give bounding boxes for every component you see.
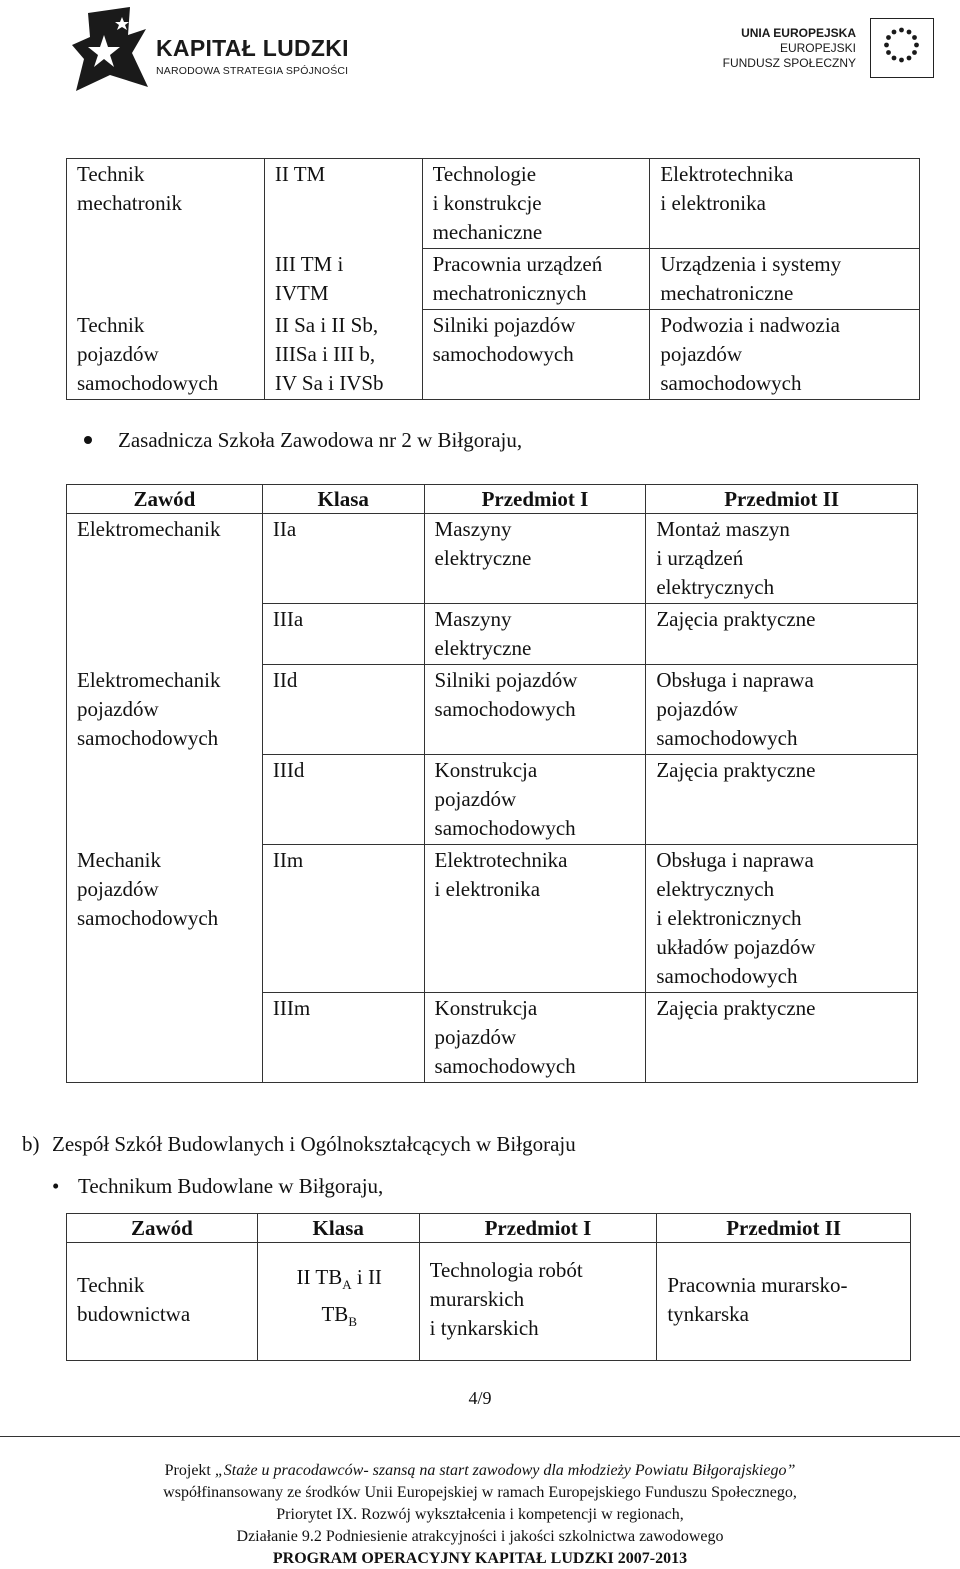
section-b-heading — [22, 1130, 576, 1158]
header-przedmiot-2: Przedmiot II — [657, 1214, 911, 1243]
cell-przedmiot-1: Technologia robót murarskich i tynkarskich — [419, 1243, 657, 1361]
cell-zawod — [67, 249, 265, 310]
school-heading-text: Technikum Budowlane w Biłgoraju, — [78, 1174, 384, 1198]
header-zawod: Zawód — [67, 485, 263, 514]
eu-logo-line1: UNIA EUROPEJSKA — [741, 26, 856, 40]
header-klasa: Klasa — [262, 485, 424, 514]
eu-logo-text — [723, 26, 856, 71]
cell-przedmiot-2: Urządzenia i systemy mechatroniczne — [650, 249, 920, 310]
school-heading-zsz — [84, 426, 522, 454]
header-klasa: Klasa — [257, 1214, 419, 1243]
cell-przedmiot-2: Elektrotechnika i elektronika — [650, 159, 920, 249]
cell-zawod — [67, 993, 263, 1083]
table-row — [67, 665, 918, 755]
technikum-subjects-table — [66, 158, 920, 400]
header-zawod: Zawód — [67, 1214, 258, 1243]
logo-subtitle: NARODOWA STRATEGIA SPÓJNOŚCI — [156, 65, 349, 77]
cell-przedmiot-2: Obsługa i naprawa pojazdów samochodowych — [646, 665, 918, 755]
header-przedmiot-1: Przedmiot I — [424, 485, 646, 514]
cell-zawod: Mechanik pojazdów samochodowych — [67, 845, 263, 993]
cell-przedmiot-1: Konstrukcja pojazdów samochodowych — [424, 755, 646, 845]
table-row — [67, 159, 920, 249]
table-row — [67, 514, 918, 604]
table-row — [67, 993, 918, 1083]
footer-divider — [0, 1436, 960, 1437]
eu-flag-icon — [870, 18, 934, 78]
table-row — [67, 604, 918, 665]
school-heading-tb — [52, 1172, 383, 1200]
bullet-icon: • — [52, 1174, 60, 1198]
cell-przedmiot-2: Montaż maszyn i urządzeń elektrycznych — [646, 514, 918, 604]
cell-przedmiot-2: Obsługa i naprawa elektrycznych i elektronicznych układów pojazdów samochodowych — [646, 845, 918, 993]
table-row — [67, 1243, 911, 1361]
cell-klasa: IIIa — [262, 604, 424, 665]
table-header-row — [67, 1214, 911, 1243]
cell-przedmiot-2: Pracownia murarsko- tynkarska — [657, 1243, 911, 1361]
cell-przedmiot-1: Pracownia urządzeń mechatronicznych — [422, 249, 650, 310]
footer-line-5: PROGRAM OPERACYJNY KAPITAŁ LUDZKI 2007-2013 — [272, 1550, 688, 1567]
cell-przedmiot-2: Zajęcia praktyczne — [646, 755, 918, 845]
footer-line-2: współfinansowany ze środków Unii Europejskiej w ramach Europejskiego Funduszu Społecznego, — [163, 1484, 797, 1501]
footer — [0, 1460, 960, 1569]
cell-przedmiot-1: Maszyny elektryczne — [424, 514, 646, 604]
cell-zawod: Technik budownictwa — [67, 1243, 258, 1361]
cell-klasa: II $TB_A$ i II $TB_B$ — [257, 1243, 419, 1361]
cell-przedmiot-2: Podwozia i nadwozia pojazdów samochodowych — [650, 310, 920, 400]
kapital-ludzki-emblem-icon — [70, 5, 152, 95]
cell-przedmiot-1: Maszyny elektryczne — [424, 604, 646, 665]
cell-klasa: III TM i IVTM — [264, 249, 422, 310]
footer-line-3: Priorytet IX. Rozwój wykształcenia i kompetencji w regionach, — [276, 1506, 684, 1523]
cell-klasa: IId — [262, 665, 424, 755]
section-b-label: b) — [22, 1132, 40, 1156]
logo-title: KAPITAŁ LUDZKI — [156, 35, 349, 61]
cell-przedmiot-1: Silniki pojazdów samochodowych — [422, 310, 650, 400]
cell-zawod: Technik pojazdów samochodowych — [67, 310, 265, 400]
cell-zawod: Technik mechatronik — [67, 159, 265, 249]
cell-przedmiot-1: Elektrotechnika i elektronika — [424, 845, 646, 993]
table-row — [67, 845, 918, 993]
header-przedmiot-1: Przedmiot I — [419, 1214, 657, 1243]
eu-logo-line3: FUNDUSZ SPOŁECZNY — [722, 56, 856, 70]
table-row — [67, 249, 920, 310]
cell-zawod: Elektromechanik — [67, 514, 263, 604]
table-row — [67, 310, 920, 400]
bullet-icon — [84, 436, 92, 444]
cell-zawod — [67, 604, 263, 665]
eu-logo-line2: EUROPEJSKI — [779, 41, 856, 55]
school-heading-text: Zasadnicza Szkoła Zawodowa nr 2 w Biłgoraju, — [118, 428, 523, 452]
header-przedmiot-2: Przedmiot II — [646, 485, 918, 514]
eu-logo — [700, 18, 940, 82]
footer-line-4: Działanie 9.2 Podniesienie atrakcyjności i jakości szkolnictwa zawodowego — [236, 1528, 724, 1545]
cell-klasa: IIId — [262, 755, 424, 845]
cell-przedmiot-1: Technologie i konstrukcje mechaniczne — [422, 159, 650, 249]
cell-klasa: II Sa i II Sb, IIISa i III b, IV Sa i IVSb — [264, 310, 422, 400]
zsz-subjects-table — [66, 484, 918, 1083]
section-b-text: Zespół Szkół Budowlanych i Ogólnokształcących w Biłgoraju — [52, 1132, 576, 1156]
cell-przedmiot-1: Konstrukcja pojazdów samochodowych — [424, 993, 646, 1083]
cell-zawod — [67, 755, 263, 845]
cell-klasa: II TM — [264, 159, 422, 249]
cell-klasa: IIIm — [262, 993, 424, 1083]
table-header-row — [67, 485, 918, 514]
cell-klasa: IIm — [262, 845, 424, 993]
technikum-budowlane-table — [66, 1213, 911, 1361]
cell-przedmiot-2: Zajęcia praktyczne — [646, 604, 918, 665]
cell-przedmiot-1: Silniki pojazdów samochodowych — [424, 665, 646, 755]
cell-przedmiot-2: Zajęcia praktyczne — [646, 993, 918, 1083]
cell-zawod: Elektromechanik pojazdów samochodowych — [67, 665, 263, 755]
footer-line-1: Projekt „Staże u pracodawców- szansą na start zawodowy dla młodzieży Powiatu Biłgorajskiego” — [164, 1462, 796, 1479]
kapital-ludzki-logo — [70, 5, 370, 95]
cell-klasa: IIa — [262, 514, 424, 604]
page-number: 4/9 — [468, 1388, 492, 1408]
table-row — [67, 755, 918, 845]
